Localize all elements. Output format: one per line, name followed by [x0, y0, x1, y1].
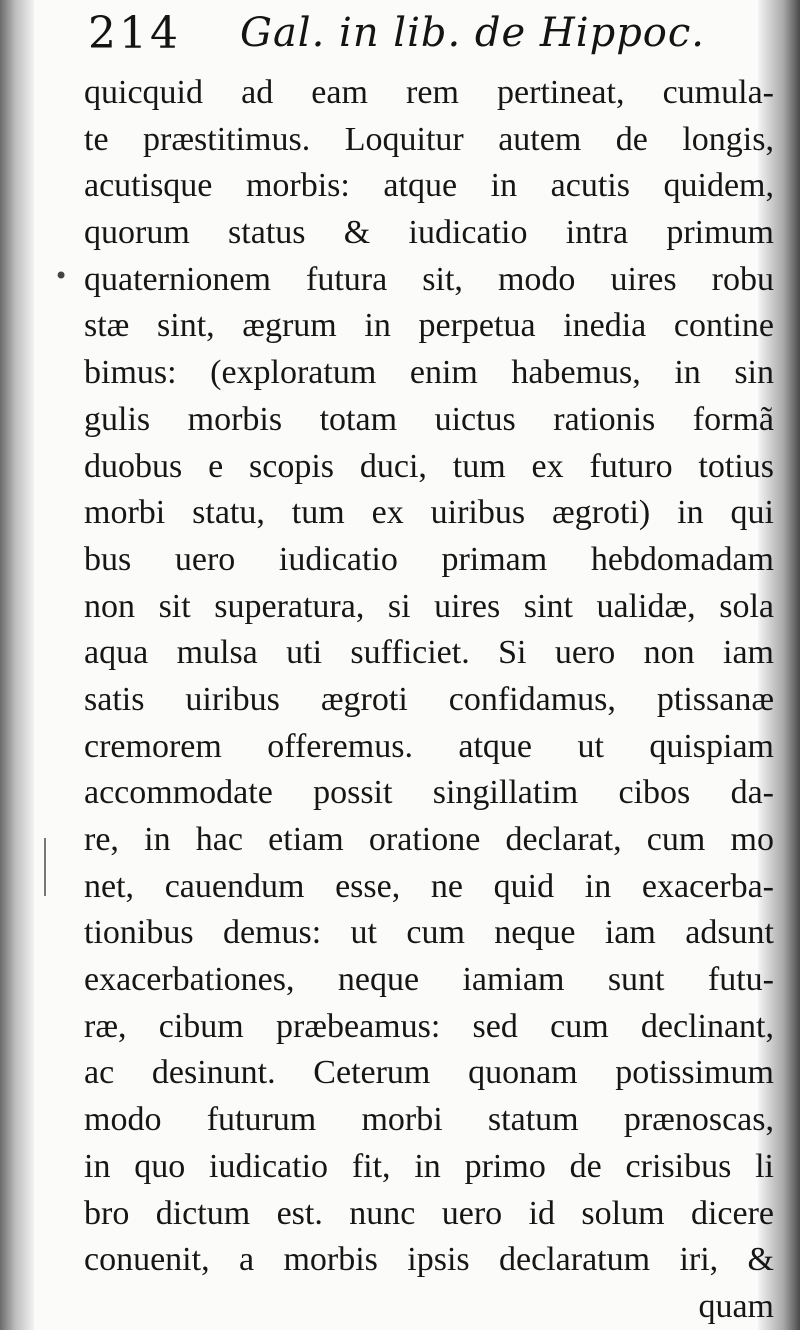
text-line: morbi statu, tum ex uiribus ægroti) in qui [84, 494, 774, 532]
text-line: conuenit, a morbis ipsis declaratum iri, & [84, 1241, 774, 1279]
text-line: exacerbationes, neque iamiam sunt futu- [84, 961, 774, 999]
text-line: cremorem offeremus. atque ut quispiam [84, 727, 774, 765]
text-line: in quo iudicatio fit, in primo de crisibus li [84, 1147, 774, 1185]
text-line: quorum status & iudicatio intra primum [84, 214, 774, 252]
text-line: ræ, cibum præbeamus: sed cum declinant, [84, 1007, 774, 1045]
text-line: accommodate possit singillatim cibos da- [84, 774, 774, 812]
text-line: gulis morbis totam uictus rationis formã [84, 400, 774, 438]
margin-mark: • [54, 262, 69, 290]
text-line: tionibus demus: ut cum neque iam adsunt [84, 914, 774, 952]
text-line: quaternionem futura sit, modo uires robu [84, 260, 774, 298]
text-line: acutisque morbis: atque in acutis quidem, [84, 167, 774, 205]
text-line: net, cauendum esse, ne quid in exacerba- [84, 867, 774, 905]
body-text [84, 70, 774, 1330]
text-line: aqua mulsa uti sufficiet. Si uero non iam [84, 634, 774, 672]
text-line: quicquid ad eam rem pertineat, cumula- [84, 74, 774, 111]
catchword: quam [698, 1287, 774, 1325]
text-line: bro dictum est. nunc uero id solum dicere [84, 1194, 774, 1232]
text-line: non sit superatura, si uires sint ualidæ, sola [84, 587, 774, 625]
text-line: ac desinunt. Ceterum quonam potissimum [84, 1054, 774, 1092]
margin-rule [44, 838, 46, 896]
text-line: stæ sint, ægrum in perpetua inedia contine [84, 307, 774, 345]
text-line: re, in hac etiam oratione declarat, cum mo [84, 821, 774, 858]
text-line: bimus: (exploratum enim habemus, in sin [84, 354, 774, 392]
text-line: bus uero iudicatio primam hebdomadam [84, 540, 774, 578]
gutter-shadow [0, 0, 34, 1330]
text-line: te præstitimus. Loquitur autem de longis, [84, 120, 774, 158]
page-number: 214 [88, 8, 181, 59]
running-head: Gal. in lib. de Hippoc. [240, 10, 705, 56]
text-line: modo futurum morbi statum prænoscas, [84, 1101, 774, 1139]
text-line: duobus e scopis duci, tum ex futuro totius [84, 447, 774, 485]
text-line: satis uiribus ægroti confidamus, ptissanæ [84, 680, 774, 718]
